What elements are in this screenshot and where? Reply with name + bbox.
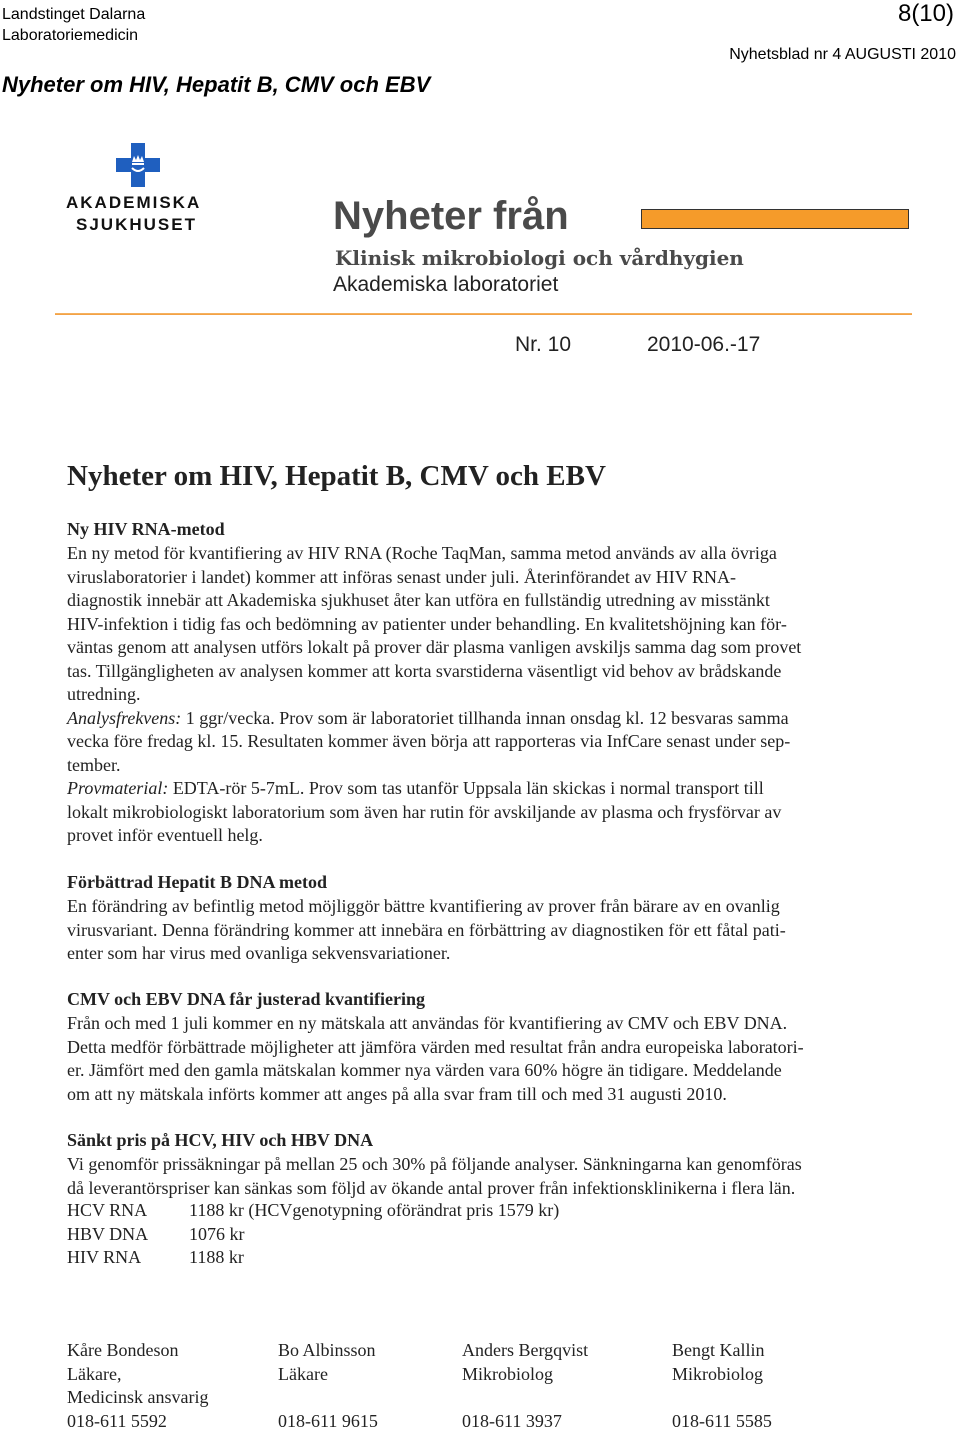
text-line: Detta medför förbättrade möjligheter att jämföra värden med resultat från andra europeiska laboratori- (67, 1036, 907, 1060)
signature-role: Läkare (278, 1363, 378, 1387)
signature-role (462, 1386, 588, 1410)
department-name: Laboratoriemedicin (2, 25, 145, 46)
signature-name: Bo Albinsson (278, 1339, 378, 1363)
org-name: Landstinget Dalarna (2, 4, 145, 25)
section-body (67, 542, 907, 848)
section-heading: Förbättrad Hepatit B DNA metod (67, 872, 327, 893)
section-body (67, 1153, 907, 1200)
text-line: utredning. (67, 683, 907, 707)
analysis-name: HCV RNA (67, 1199, 189, 1223)
text-line: då leverantörspriser kan sänkas som följd av ökande antal prover från infektionsklinikerna i flera län. (67, 1177, 907, 1201)
price-row (67, 1199, 559, 1223)
text-line: er. Jämfört med den gamla mätskalan kommer nya värden vara 60% högre än tidigare. Meddelande (67, 1059, 907, 1083)
masthead-title: Nyheter från (333, 194, 569, 239)
issue-label: Nyhetsblad nr 4 AUGUSTI 2010 (729, 46, 956, 64)
masthead-subtitle: Klinisk mikrobiologi och vårdhygien (335, 246, 744, 270)
price-row (67, 1246, 559, 1270)
signature-block (672, 1339, 772, 1433)
signature-phone: 018-611 3937 (462, 1410, 588, 1433)
signature-role: Medicinsk ansvarig (67, 1386, 208, 1410)
signature-name: Anders Bergqvist (462, 1339, 588, 1363)
text-line: enter som har virus med ovanliga sekvensvariationer. (67, 942, 907, 966)
analysis-frequency-label: Analysfrekvens: (67, 708, 181, 728)
logo-line-1: AKADEMISKA (66, 193, 201, 212)
signature-role: Mikrobiolog (672, 1363, 772, 1387)
signature-phone: 018-611 5592 (67, 1410, 208, 1433)
signature-phone: 018-611 5585 (672, 1410, 772, 1433)
section-body (67, 1012, 907, 1106)
text-line: tas. Tillgängligheten av analysen kommer att korta svarstiderna väsentligt vid behov av brådskande (67, 660, 907, 684)
sample-material-label: Provmaterial: (67, 778, 168, 798)
text-line: vecka före fredag kl. 15. Resultaten kommer även börja att rapporteras via InfCare senast under sep- (67, 730, 907, 754)
text-line: provet inför eventuell helg. (67, 824, 907, 848)
text-line: Vi genomför prissäkningar på mellan 25 och 30% på följande analyser. Sänkningarna kan genomföras (67, 1153, 907, 1177)
page-title: Nyheter om HIV, Hepatit B, CMV och EBV (2, 72, 430, 98)
text-line: viruslaboratorier i landet) kommer att införas senast under juli. Återinförandet av HIV RNA- (67, 566, 907, 590)
page-number: 8(10) (898, 0, 954, 28)
hospital-cross-icon (116, 143, 160, 187)
text-line: diagnostik innebär att Akademiska sjukhuset åter kan utföra en fullständig utredning av misstänkt (67, 589, 907, 613)
signature-role (278, 1386, 378, 1410)
analysis-price: 1188 kr (HCVgenotypning oförändrat pris 1579 kr) (189, 1200, 559, 1220)
text-line: En ny metod för kvantifiering av HIV RNA (Roche TaqMan, samma metod används av alla övriga (67, 542, 907, 566)
section-heading: CMV och EBV DNA får justerad kvantifiering (67, 989, 425, 1010)
text-line: lokalt mikrobiologiskt laboratorium som även har rutin för avskiljande av plasma och frysförvar av (67, 801, 907, 825)
masthead-accent-bar (641, 209, 909, 229)
signature-phone: 018-611 9615 (278, 1410, 378, 1433)
section-heading: Ny HIV RNA-metod (67, 519, 225, 540)
text-line: En förändring av befintlig metod möjliggör bättre kvantifiering av prover från bärare av en ovanlig (67, 895, 907, 919)
signature-block (462, 1339, 588, 1433)
section-heading: Sänkt pris på HCV, HIV och HBV DNA (67, 1130, 373, 1151)
text-line: tember. (67, 754, 907, 778)
signature-role: Mikrobiolog (462, 1363, 588, 1387)
signature-block (67, 1339, 208, 1433)
price-list (67, 1199, 559, 1270)
article-title: Nyheter om HIV, Hepatit B, CMV och EBV (67, 460, 606, 493)
sample-material-text: EDTA-rör 5-7mL. Prov som tas utanför Uppsala län skickas i normal transport till (168, 778, 763, 798)
section-body (67, 895, 907, 966)
text-line: HIV-infektion i tidig fas och bedömning av patienter under behandling. En kvalitetshöjning kan för- (67, 613, 907, 637)
signature-role: Läkare, (67, 1363, 208, 1387)
signature-name: Kåre Bondeson (67, 1339, 208, 1363)
signature-name: Bengt Kallin (672, 1339, 772, 1363)
analysis-name: HBV DNA (67, 1223, 189, 1247)
signature-block (278, 1339, 378, 1433)
newsletter-date: 2010-06.-17 (647, 333, 760, 357)
text-line: väntas genom att analysen utförs lokalt på prover där plasma vanligen avskiljs samma dag som provet (67, 636, 907, 660)
newsletter-number: Nr. 10 (515, 333, 571, 357)
hospital-logo-text (66, 192, 201, 236)
text-line: om att ny mätskala införts kommer att anges på alla svar fram till och med 31 augusti 2010. (67, 1083, 907, 1107)
text-line (67, 707, 907, 731)
masthead-lab: Akademiska laboratoriet (333, 273, 558, 297)
analysis-price: 1076 kr (189, 1224, 245, 1244)
signature-role (672, 1386, 772, 1410)
page-header-left (2, 4, 145, 46)
text-line: virusvariant. Denna förändring kommer att innebära en förbättring av diagnostiken för ett fåtal pati- (67, 919, 907, 943)
analysis-frequency-text: 1 ggr/vecka. Prov som är laboratoriet tillhanda innan onsdag kl. 12 besvaras samma (181, 708, 788, 728)
logo-line-2: SJUKHUSET (66, 214, 201, 236)
price-row (67, 1223, 559, 1247)
text-line (67, 777, 907, 801)
analysis-price: 1188 kr (189, 1247, 244, 1267)
text-line: Från och med 1 juli kommer en ny mätskala att användas för kvantifiering av CMV och EBV DNA. (67, 1012, 907, 1036)
analysis-name: HIV RNA (67, 1246, 189, 1270)
masthead-divider (55, 313, 912, 315)
